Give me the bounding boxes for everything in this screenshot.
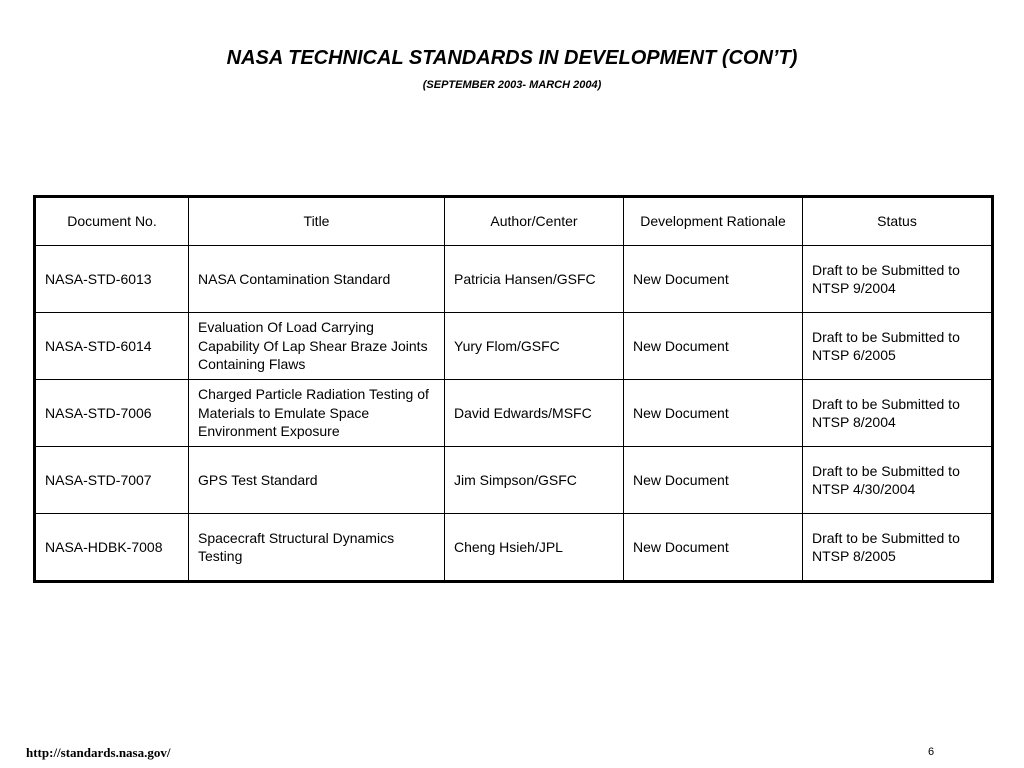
- table-row: [35, 380, 993, 447]
- cell-status: Draft to be Submitted to NTSP 6/2005: [803, 313, 993, 380]
- header-document-no: Document No.: [35, 197, 189, 246]
- cell-title: Spacecraft Structural Dynamics Testing: [189, 514, 445, 582]
- header-status: Status: [803, 197, 993, 246]
- header-title: Title: [189, 197, 445, 246]
- cell-development-rationale: New Document: [624, 447, 803, 514]
- table-row: [35, 447, 993, 514]
- cell-status: Draft to be Submitted to NTSP 4/30/2004: [803, 447, 993, 514]
- table-row: [35, 514, 993, 582]
- header-author-center: Author/Center: [445, 197, 624, 246]
- table-header-row: [35, 197, 993, 246]
- standards-table: [33, 195, 994, 583]
- cell-document-no: NASA-STD-7006: [35, 380, 189, 447]
- cell-development-rationale: New Document: [624, 380, 803, 447]
- header-development-rationale: Development Rationale: [624, 197, 803, 246]
- page-title: NASA TECHNICAL STANDARDS IN DEVELOPMENT (CON’T): [226, 47, 798, 69]
- cell-author-center: Cheng Hsieh/JPL: [445, 514, 624, 582]
- cell-title: Charged Particle Radiation Testing of Materials to Emulate Space Environment Exposure: [189, 380, 445, 447]
- cell-author-center: Yury Flom/GSFC: [445, 313, 624, 380]
- cell-document-no: NASA-HDBK-7008: [35, 514, 189, 582]
- cell-development-rationale: New Document: [624, 514, 803, 582]
- cell-development-rationale: New Document: [624, 246, 803, 313]
- cell-title: NASA Contamination Standard: [189, 246, 445, 313]
- page-number: 6: [928, 746, 935, 758]
- cell-status: Draft to be Submitted to NTSP 9/2004: [803, 246, 993, 313]
- footer-url-link[interactable]: http://standards.nasa.gov/: [26, 745, 171, 760]
- cell-document-no: NASA-STD-7007: [35, 447, 189, 514]
- table-row: [35, 246, 993, 313]
- cell-author-center: Jim Simpson/GSFC: [445, 447, 624, 514]
- cell-status: Draft to be Submitted to NTSP 8/2004: [803, 380, 993, 447]
- cell-author-center: David Edwards/MSFC: [445, 380, 624, 447]
- cell-title: Evaluation Of Load Carrying Capability Of Lap Shear Braze Joints Containing Flaws: [189, 313, 445, 380]
- page-subtitle: (SEPTEMBER 2003- MARCH 2004): [422, 79, 602, 91]
- cell-document-no: NASA-STD-6014: [35, 313, 189, 380]
- cell-title: GPS Test Standard: [189, 447, 445, 514]
- cell-document-no: NASA-STD-6013: [35, 246, 189, 313]
- cell-status: Draft to be Submitted to NTSP 8/2005: [803, 514, 993, 582]
- table-row: [35, 313, 993, 380]
- cell-author-center: Patricia Hansen/GSFC: [445, 246, 624, 313]
- cell-development-rationale: New Document: [624, 313, 803, 380]
